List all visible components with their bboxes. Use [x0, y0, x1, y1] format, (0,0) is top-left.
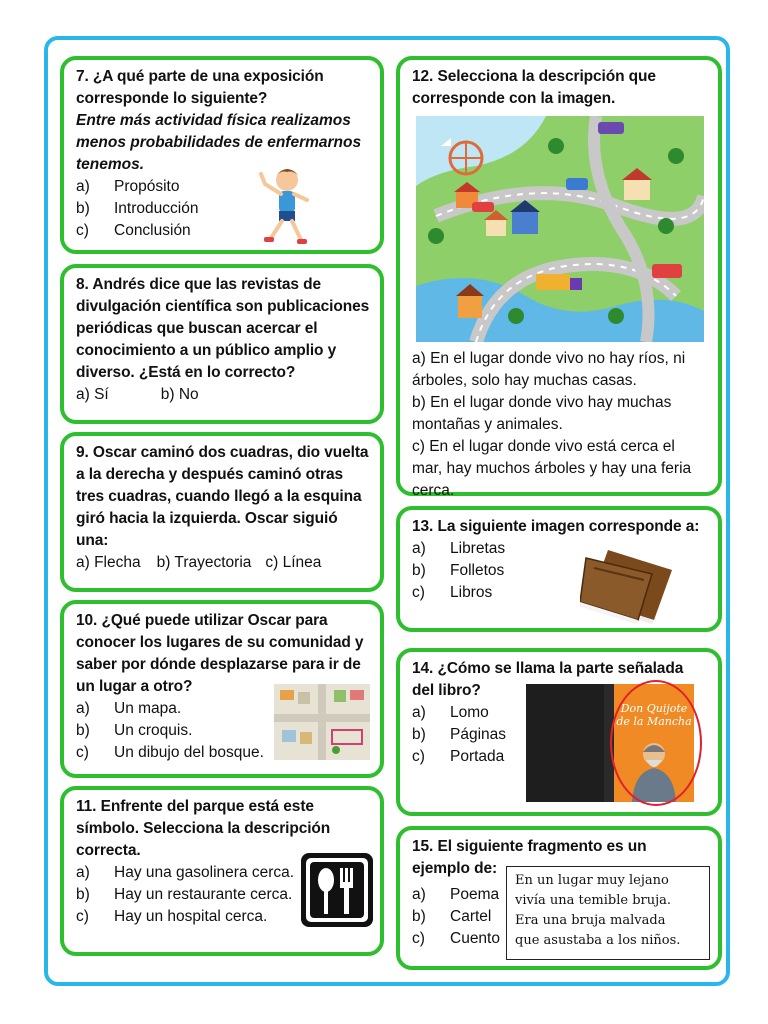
- option-a[interactable]: a) En el lugar donde vivo no hay ríos, ni árboles, solo hay muchas casas.: [412, 350, 686, 389]
- option-a[interactable]: a) Sí: [76, 386, 109, 403]
- option-c[interactable]: c) Línea: [265, 554, 322, 571]
- option-b[interactable]: b) Páginas: [412, 726, 507, 743]
- story-fragment-box: [506, 866, 710, 960]
- book-cover-image: [526, 684, 704, 806]
- option-c[interactable]: c) Libros: [412, 584, 493, 601]
- option-a[interactable]: a) Libretas: [412, 540, 506, 557]
- option-b[interactable]: b) En el lugar donde vivo hay muchas montañas y animales.: [412, 394, 672, 433]
- fragment-line: vivía una temible bruja.: [515, 893, 672, 908]
- option-c[interactable]: c) Cuento: [412, 930, 500, 947]
- option-c[interactable]: c) Hay un hospital cerca.: [76, 908, 268, 925]
- question-9-options: [76, 552, 370, 574]
- question-8-options: [76, 384, 370, 406]
- question-11-card: [60, 786, 384, 956]
- option-c[interactable]: c) Portada: [412, 748, 505, 765]
- question-11-text: 11. Enfrente del parque está este símbolo. Selecciona la descripción correcta.: [76, 798, 331, 859]
- question-14-text: 14. ¿Cómo se llama la parte señalada del libro?: [412, 660, 684, 699]
- question-12-options: [412, 348, 708, 502]
- option-a[interactable]: a) Hay una gasolinera cerca.: [76, 864, 295, 881]
- option-c[interactable]: c) En el lugar donde vivo está cerca el mar, hay muchos árboles y hay una feria cerca.: [412, 438, 692, 499]
- option-b[interactable]: b) No: [160, 386, 199, 403]
- option-b[interactable]: b) Hay un restaurante cerca.: [76, 886, 293, 903]
- book-title: Don Quijote de la Mancha: [616, 702, 692, 728]
- option-b[interactable]: b) Folletos: [412, 562, 505, 579]
- fragment-line: Era una bruja malvada: [515, 913, 666, 928]
- option-b[interactable]: b) Cartel: [412, 908, 492, 925]
- fragment-line: En un lugar muy lejano: [515, 873, 669, 888]
- question-8-card: [60, 264, 384, 424]
- street-sketch-map-icon: [274, 684, 370, 760]
- option-b[interactable]: b) Un croquis.: [76, 722, 193, 739]
- fork-spoon-sign-icon: [300, 852, 374, 928]
- question-7-card: [60, 56, 384, 254]
- question-14-card: [396, 648, 722, 816]
- books-icon: [580, 544, 676, 624]
- question-13-text: 13. La siguiente imagen corresponde a:: [412, 518, 700, 535]
- option-a[interactable]: a) Poema: [412, 886, 500, 903]
- option-a[interactable]: a) Lomo: [412, 704, 489, 721]
- question-7-statement: Entre más actividad física realizamos menos probabilidades de enfermarnos tenemos.: [76, 112, 362, 173]
- fragment-line: que asustaba a los niños.: [515, 933, 681, 948]
- question-15-text: 15. El siguiente fragmento es un ejemplo de:: [412, 838, 647, 877]
- option-a[interactable]: a) Un mapa.: [76, 700, 182, 717]
- question-12-text: 12. Selecciona la descripción que corresponde con la imagen.: [412, 68, 656, 107]
- question-15-card: [396, 826, 722, 970]
- option-b[interactable]: b) Trayectoria: [156, 554, 252, 571]
- option-c[interactable]: c) Conclusión: [76, 222, 191, 239]
- boy-exercising-icon: [249, 164, 319, 246]
- option-c[interactable]: c) Un dibujo del bosque.: [76, 744, 264, 761]
- option-a[interactable]: a) Propósito: [76, 178, 180, 195]
- town-map-illustration: [416, 116, 704, 342]
- question-12-card: [396, 56, 722, 499]
- book-back-cover: [526, 684, 604, 802]
- option-a[interactable]: a) Flecha: [76, 554, 141, 571]
- question-9-text: 9. Oscar caminó dos cuadras, dio vuelta a la derecha y después caminó otras tres cuadras, cuando llegó a la esquina giró hacia la izquierda. Oscar siguió una:: [76, 444, 369, 549]
- question-9-card: [60, 432, 384, 592]
- question-10-card: [60, 600, 384, 778]
- cover-highlight-circle: [610, 680, 702, 806]
- question-7-options: [76, 176, 370, 242]
- question-10-text: 10. ¿Qué puede utilizar Oscar para conocer los lugares de su comunidad y saber por dónde desplazarse para ir de un lugar a otro?: [76, 612, 364, 695]
- question-7-text: 7. ¿A qué parte de una exposición corresponde lo siguiente?: [76, 68, 324, 107]
- question-13-card: [396, 506, 722, 632]
- option-b[interactable]: b) Introducción: [76, 200, 199, 217]
- question-8-text: 8. Andrés dice que las revistas de divulgación científica son publicaciones periódicas que buscan acercar el conocimiento a un público amplio y diverso. ¿Está en lo correcto?: [76, 276, 370, 381]
